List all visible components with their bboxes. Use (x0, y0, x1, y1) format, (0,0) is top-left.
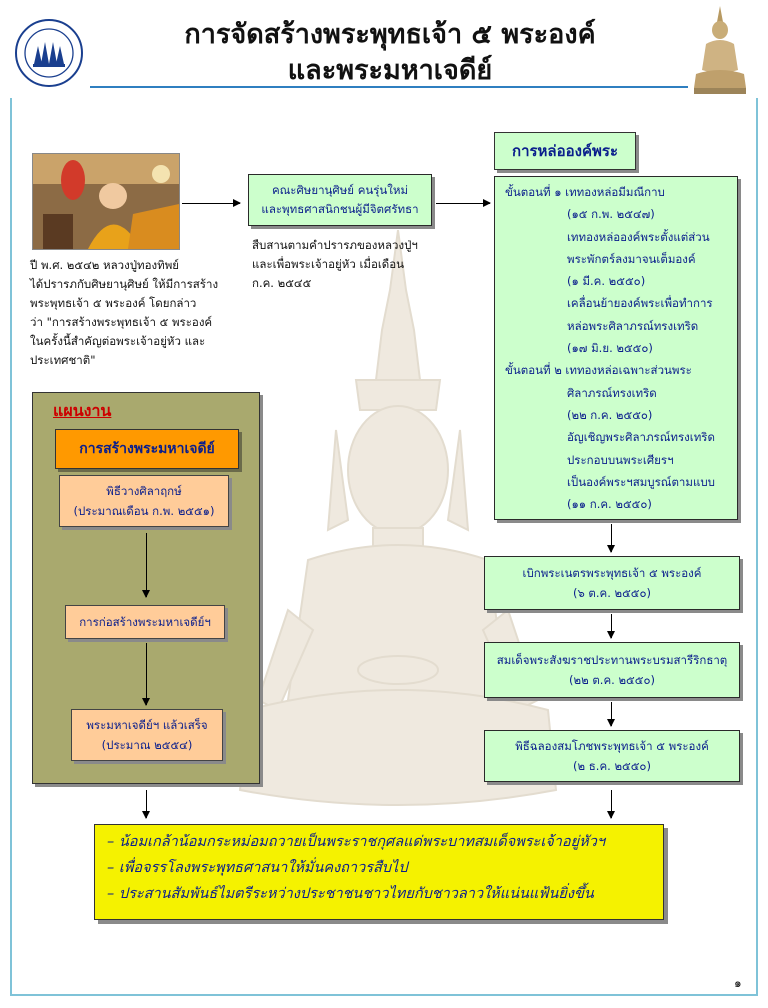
intro-caption-line: ว่า "การสร้างพระพุทธเจ้า ๕ พระองค์ (30, 315, 213, 329)
casting-step-line: ขั้นตอนที่ ๒ เททองหล่อเฉพาะส่วนพระ (505, 363, 692, 378)
step-line1: สมเด็จพระสังฆราชประทานพระบรมสารีริกธาตุ (496, 653, 728, 667)
plan-box-completion (71, 709, 223, 761)
buddha-statue-image (688, 4, 752, 96)
step-line1: เบิกพระเนตรพระพุทธเจ้า ๕ พระองค์ (522, 566, 702, 580)
intro-caption (30, 256, 230, 370)
arrow-down (611, 702, 612, 726)
casting-step-line: ขั้นตอนที่ ๑ เททองหล่อมีมณีกาบ (505, 185, 665, 199)
arrow-down (611, 790, 612, 818)
plan-header: การสร้างพระมหาเจดีย์ (55, 429, 239, 469)
intro-caption-line: ในครั้งนี้สำคัญต่อพระเจ้าอยู่หัว และ (30, 334, 206, 348)
casting-step-line: เททองหล่อองค์พระตั้งแต่ส่วน (567, 229, 710, 244)
plan-box-line2: (ประมาณ ๒๕๕๔) (101, 738, 193, 752)
objectives-box (94, 824, 664, 920)
arrow-down (146, 643, 147, 705)
plan-box-line2: (ประมาณเดือน ก.พ. ๒๕๕๑) (73, 504, 215, 518)
intro-caption-line: ได้ปรารภกับศิษยานุศิษย์ ให้มีการสร้าง (30, 277, 219, 291)
casting-step-line: ประกอบบนพระเศียรฯ (567, 452, 674, 467)
intro-caption-line: ประเทศชาติ" (30, 353, 96, 367)
plan-box-line1: พิธีวางศิลาฤกษ์ (106, 484, 182, 498)
committee-caption-line: ก.ค. ๒๕๔๕ (252, 276, 312, 290)
casting-steps-box (494, 176, 738, 520)
plan-box-foundation (59, 475, 229, 527)
committee-box (248, 174, 432, 226)
step-line2: (๒๒ ต.ค. ๒๕๕๐) (569, 673, 655, 687)
arrow-right (436, 203, 490, 204)
arrow-down (146, 790, 147, 818)
casting-step-line: (๑ มี.ค. ๒๕๕๐) (567, 274, 646, 289)
plan-panel (32, 392, 260, 784)
frame-right-border (756, 98, 758, 996)
casting-step-line: (๑๕ ก.พ. ๒๕๔๗) (567, 207, 655, 222)
intro-caption-line: ปี พ.ศ. ๒๕๔๒ หลวงปู่ทองทิพย์ (30, 258, 180, 272)
plan-title: แผนงาน (53, 401, 112, 420)
page-title-line2: และพระมหาเจดีย์ (287, 55, 493, 86)
casting-step-line: อัญเชิญพระศิลาภรณ์ทรงเทริด (567, 430, 715, 445)
objective-item: – เพื่อจรรโลงพระพุทธศาสนาให้มั่นคงถาวรสืบไป (107, 860, 408, 876)
committee-line: คณะศิษยานุศิษย์ คนรุ่นใหม่ (271, 183, 409, 197)
casting-step-line: (๒๒ ก.ค. ๒๕๕๐) (567, 407, 653, 422)
casting-step-line: (๑๗ มิ.ย. ๒๕๕๐) (567, 341, 653, 356)
casting-header: การหล่อองค์พระ (494, 132, 636, 170)
plan-box-construction: การก่อสร้างพระมหาเจดีย์ฯ (65, 605, 225, 639)
title-underline (90, 86, 690, 88)
committee-line: และพุทธศาสนิกชนผู้มีจิตศรัทธา (261, 202, 419, 216)
casting-step-line: ศิลาภรณ์ทรงเทริด (567, 385, 657, 400)
committee-caption-line: สืบสานตามคำปรารภของหลวงปู่ฯ (252, 238, 418, 252)
committee-caption-line: และเพื่อพระเจ้าอยู่หัว เมื่อเดือน (252, 257, 405, 271)
casting-step-line: เป็นองค์พระฯสมบูรณ์ตามแบบ (567, 474, 715, 489)
foundation-logo (14, 18, 84, 88)
ceremony-photo (32, 153, 180, 250)
step-celebration (484, 730, 740, 782)
step-line1: พิธีฉลองสมโภชพระพุทธเจ้า ๕ พระองค์ (515, 739, 709, 753)
casting-steps-list (505, 181, 737, 515)
step-relics (484, 642, 740, 698)
casting-step-line: (๑๑ ก.ค. ๒๕๕๐) (567, 497, 652, 512)
objective-item: – ประสานสัมพันธ์ไมตรีระหว่างประชาชนชาวไทยกับชาวลาวให้แน่นแฟ้นยิ่งขึ้น (107, 886, 594, 902)
plan-box-line1: พระมหาเจดีย์ฯ แล้วเสร็จ (86, 718, 208, 732)
committee-caption (252, 236, 442, 293)
casting-step-line: เคลื่อนย้ายองค์พระเพื่อทำการ (567, 296, 713, 311)
step-line2: (๖ ต.ค. ๒๕๕๐) (572, 586, 652, 600)
intro-caption-line: พระพุทธเจ้า ๕ พระองค์ โดยกล่าว (30, 296, 197, 310)
casting-step-line: พระพักตร์ลงมาจนเต็มองค์ (567, 251, 696, 266)
page-number: ๑ (734, 976, 742, 990)
frame-left-border (10, 98, 12, 996)
arrow-down (146, 533, 147, 597)
casting-step-line: หล่อพระศิลาภรณ์ทรงเทริด (567, 318, 699, 333)
arrow-down (611, 524, 612, 552)
step-line2: (๒ ธ.ค. ๒๕๕๐) (573, 759, 651, 773)
page-title-line1: การจัดสร้างพระพุทธเจ้า ๕ พระองค์ (184, 19, 596, 50)
arrow-right (182, 203, 240, 204)
step-eye-opening (484, 556, 740, 610)
arrow-down (611, 614, 612, 638)
frame-bottom-border (10, 994, 758, 996)
objective-item: – น้อมเกล้าน้อมกระหม่อมถวายเป็นพระราชกุศลแด่พระบาทสมเด็จพระเจ้าอยู่หัวฯ (107, 834, 605, 850)
